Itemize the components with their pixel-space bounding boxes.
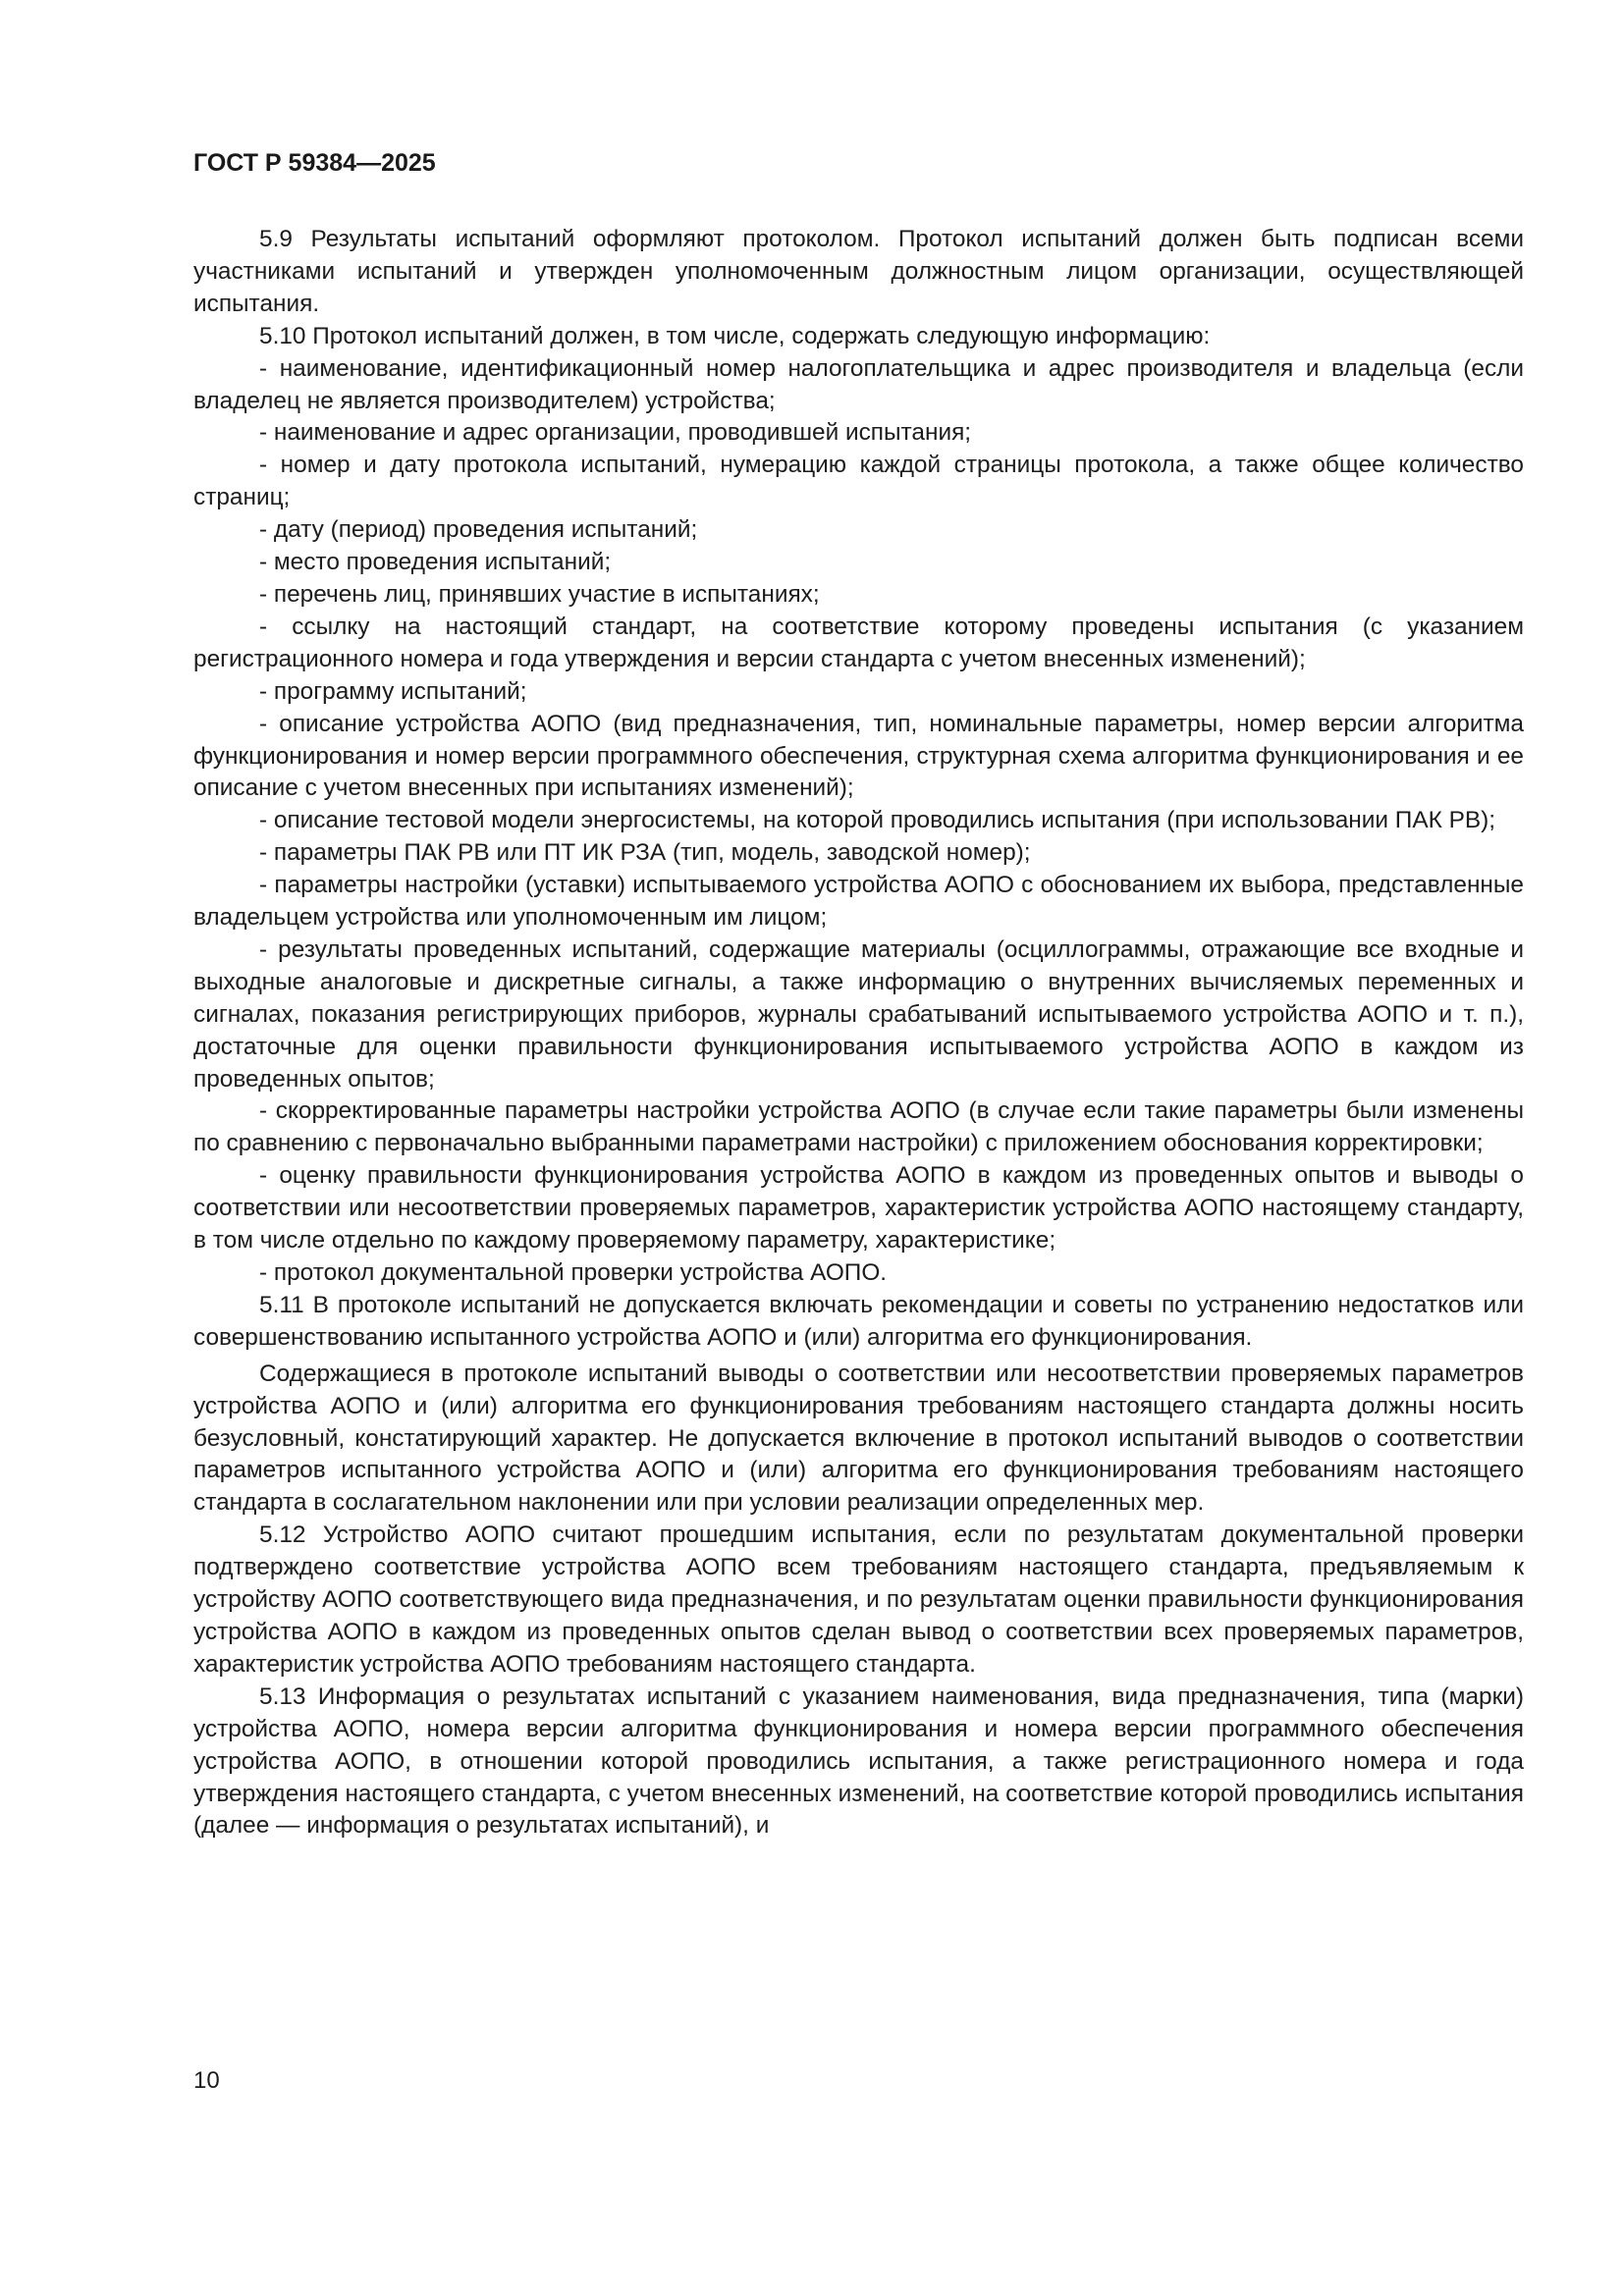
list-item: - наименование, идентификационный номер налогоплательщика и адрес производителя и владельца (если владелец не является производителем) устройства; bbox=[193, 354, 1524, 414]
paragraph-5-9: 5.9 Результаты испытаний оформляют протоколом. Протокол испытаний должен быть подписан всеми участниками испытаний и утвержден уполномоченным должностным лицом организации, осуществляющей испытания. bbox=[193, 226, 1524, 317]
page-number: 10 bbox=[193, 2067, 220, 2094]
list-item: - результаты проведенных испытаний, содержащие материалы (осциллограммы, отражающие все входные и выходные аналоговые и дискретные сигналы, а также информацию о внутренних вычисляемых переменных и сигналах, показания регистрирующих приборов, журналы срабатываний испытываемого устройства АОПО и т. п.), достаточные для оценки правильности функционирования испытываемого устройства АОПО в каждом из проведенных опытов; bbox=[193, 935, 1524, 1093]
list-item: - ссылку на настоящий стандарт, на соответствие которому проведены испытания (с указанием регистрационного номера и года утверждения и версии стандарта с учетом внесенных изменений); bbox=[193, 613, 1524, 672]
paragraph-5-10: 5.10 Протокол испытаний должен, в том числе, содержать следующую информацию: bbox=[259, 322, 1211, 349]
list-item: - описание тестовой модели энергосистемы, на которой проводились испытания (при использовании ПАК РВ); bbox=[259, 807, 1496, 834]
list-item: - номер и дату протокола испытаний, нумерацию каждой страницы протокола, а также общее количество страниц; bbox=[193, 452, 1524, 511]
paragraph-5-13: 5.13 Информация о результатах испытаний с указанием наименования, вида предназначения, типа (марки) устройства АОПО, номера версии алгоритма функционирования и номера версии программного обеспечения устройства АОПО, в отношении которой проводились испытания, а также регистрационного номера и года утверждения настоящего стандарта, с учетом внесенных изменений, на соответствие которой проводились испытания (далее — информация о результатах испытаний), и bbox=[193, 1682, 1524, 1840]
list-item: - параметры ПАК РВ или ПТ ИК РЗА (тип, модель, заводской номер); bbox=[259, 839, 1031, 867]
list-item: - протокол документальной проверки устройства АОПО. bbox=[259, 1259, 888, 1286]
list-item: - наименование и адрес организации, проводившей испытания; bbox=[259, 419, 972, 447]
standard-header: ГОСТ Р 59384—2025 bbox=[193, 149, 436, 177]
list-item: - перечень лиц, принявших участие в испытаниях; bbox=[259, 580, 820, 608]
list-item: - оценку правильности функционирования устройства АОПО в каждом из проведенных опытов и выводы о соответствии или несоответствии проверяемых параметров, характеристик устройства АОПО настоящему стандарту, в том числе отдельно по каждому проверяемому параметру, характеристике; bbox=[193, 1162, 1524, 1255]
list-item: - программу испытаний; bbox=[259, 677, 527, 705]
paragraph-5-12: 5.12 Устройство АОПО считают прошедшим испытания, если по результатам документальной проверки подтверждено соответствие устройства АОПО всем требованиям настоящего стандарта, предъявляемым к устройству АОПО соответствующего вида предназначения, и по результатам оценки правильности функционирования устройства АОПО в каждом из проведенных опытов сделан вывод о соответствии всех проверяемых параметров, характеристик устройства АОПО требованиям настоящего стандарта. bbox=[193, 1522, 1524, 1678]
list-item: - место проведения испытаний; bbox=[259, 549, 612, 576]
paragraph-conclusions: Содержащиеся в протоколе испытаний выводы о соответствии или несоответствии проверяемых параметров устройства АОПО и (или) алгоритма его функционирования требованиям настоящего стандарта должны носить безусловный, констатирующий характер. Не допускается включение в протокол испытаний выводов о соответствии параметров испытанного устройства АОПО и (или) алгоритма его функционирования требованиям настоящего стандарта в сослагательном наклонении или при условии реализации определенных мер. bbox=[193, 1360, 1524, 1517]
list-item: - скорректированные параметры настройки устройства АОПО (в случае если такие параметры были изменены по сравнению с первоначально выбранными параметрами настройки) с приложением обоснования корректировки; bbox=[193, 1097, 1524, 1157]
list-item: - дату (период) проведения испытаний; bbox=[259, 516, 698, 544]
list-item: - описание устройства АОПО (вид предназначения, тип, номинальные параметры, номер версии алгоритма функционирования и номер версии программного обеспечения, структурная схема алгоритма функционирования и ее описание с учетом внесенных при испытаниях изменений); bbox=[193, 710, 1524, 802]
paragraph-5-11: 5.11 В протоколе испытаний не допускается включать рекомендации и советы по устранению недостатков или совершенствованию испытанного устройства АОПО и (или) алгоритма его функционирования. bbox=[193, 1291, 1524, 1351]
list-item: - параметры настройки (уставки) испытываемого устройства АОПО с обоснованием их выбора, представленные владельцем устройства или уполномоченным им лицом; bbox=[193, 872, 1524, 932]
document-body bbox=[193, 224, 1524, 1842]
